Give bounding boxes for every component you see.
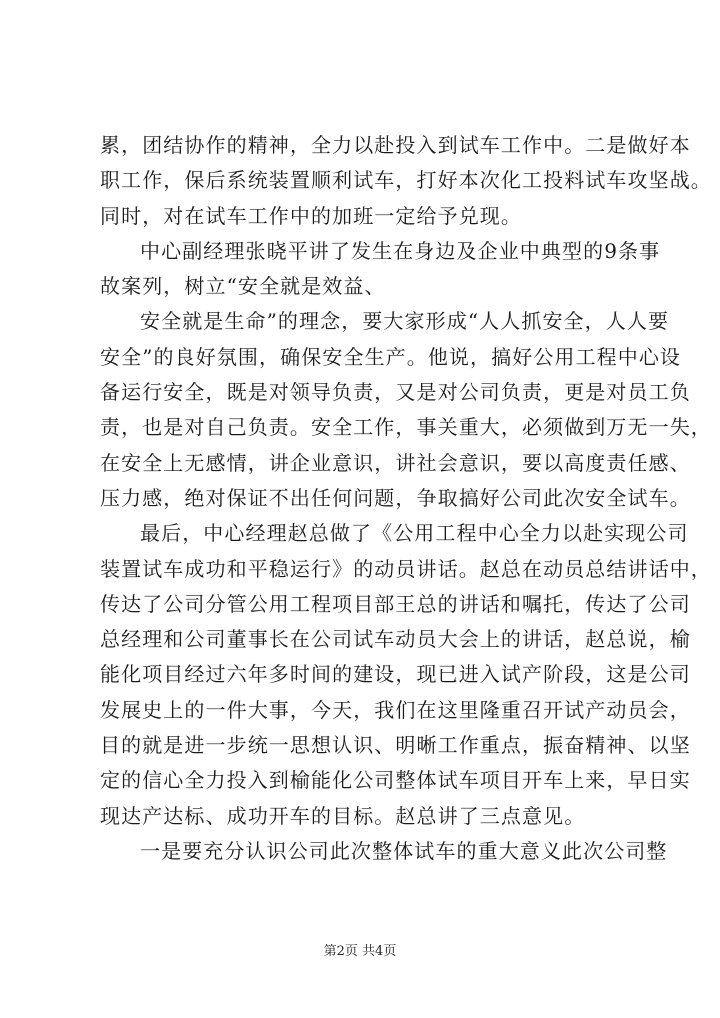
text-line: 定的信心全力投入到榆能化公司整体试车项目开车上来，早日实 xyxy=(100,768,691,793)
text-line: 装置试车成功和平稳运行》的动员讲话。赵总在动员总结讲话中， xyxy=(100,556,712,581)
text-line: 压力感，绝对保证不出任何问题，争取搞好公司此次安全试车。 xyxy=(100,485,691,510)
text-line: 能化项目经过六年多时间的建设，现已进入试产阶段，这是公司 xyxy=(100,662,691,687)
text-line: 故案列，树立“安全就是效益、 xyxy=(100,274,386,299)
text-line: 现达产达标、成功开车的目标。赵总讲了三点意见。 xyxy=(100,803,586,828)
text-line: 最后，中心经理赵总做了《公用工程中心全力以赴实现公司 xyxy=(140,521,689,546)
text-line: 累，团结协作的精神，全力以赴投入到试车工作中。二是做好本 xyxy=(100,133,691,157)
paragraph-3 xyxy=(100,304,712,516)
document-body xyxy=(100,128,712,869)
text-line: 目的就是进一步统一思想认识、明晰工作重点，振奋精神、以坚 xyxy=(100,733,691,758)
paragraph-5 xyxy=(100,834,668,869)
page-number-footer: 第2页 共4页 xyxy=(323,944,397,959)
text-line: 责，也是对自己负责。安全工作，事关重大，必须做到万无一失， xyxy=(100,415,712,440)
text-line: 中心副经理张晓平讲了发生在身边及企业中典型的9条事 xyxy=(140,238,661,263)
text-line: 发展史上的一件大事，今天，我们在这里隆重召开试产动员会， xyxy=(100,697,691,722)
paragraph-2 xyxy=(100,234,661,305)
text-line: 一是要充分认识公司此次整体试车的重大意义此次公司整 xyxy=(140,838,668,863)
paragraph-1 xyxy=(100,128,712,234)
text-line: 总经理和公司董事长在公司试车动员大会上的讲话，赵总说，榆 xyxy=(100,627,691,652)
text-line: 同时，对在试车工作中的加班一定给予兑现。 xyxy=(100,203,522,228)
text-line: 在安全上无感情，讲企业意识，讲社会意识，要以高度责任感、 xyxy=(100,450,691,475)
text-line: 安全”的良好氛围，确保安全生产。他说，搞好公用工程中心设 xyxy=(100,344,682,369)
text-line: 职工作，保后系统装置顺利试车，打好本次化工投料试车攻坚战。 xyxy=(100,168,712,193)
text-line: 传达了公司分管公用工程项目部王总的讲话和嘱托，传达了公司 xyxy=(100,591,691,616)
text-line: 安全就是生命”的理念，要大家形成“人人抓安全，人人要 xyxy=(140,309,670,334)
paragraph-4 xyxy=(100,516,712,834)
text-line: 备运行安全，既是对领导负责，又是对公司负责，更是对员工负 xyxy=(100,380,691,405)
